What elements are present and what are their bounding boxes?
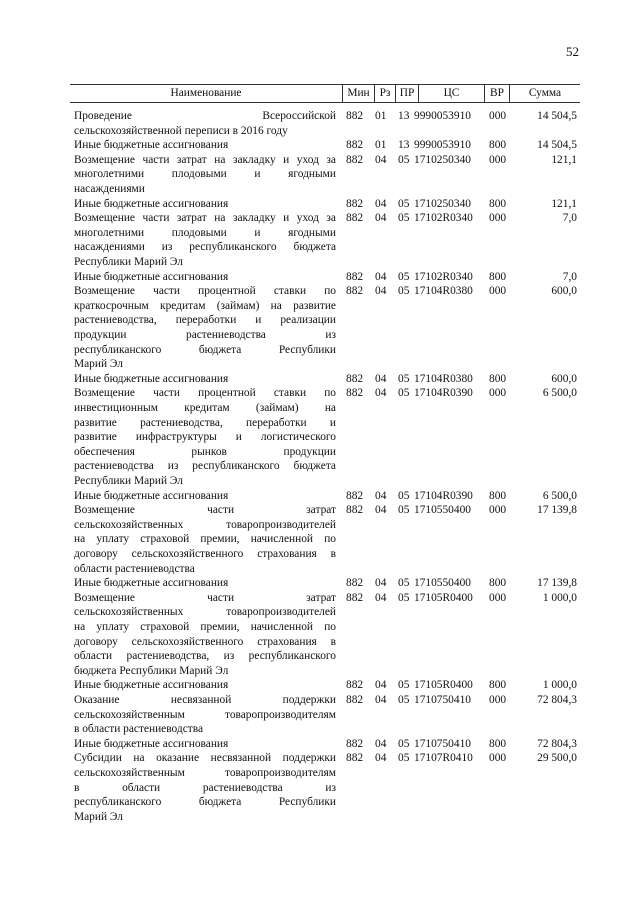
row-vr: 800 <box>489 577 507 590</box>
row-name-line: Возмещение части затрат на закладку и уход за <box>74 153 336 166</box>
header-cs: ЦС <box>418 85 484 102</box>
row-vr: 800 <box>489 139 507 152</box>
row-cs: 9990053910 <box>414 110 471 122</box>
row-rz: 04 <box>375 679 387 692</box>
row-name-line: области растениеводства <box>74 562 195 575</box>
row-sum: 7,0 <box>562 270 577 283</box>
row-sum: 17 139,8 <box>537 504 577 517</box>
row-rz: 04 <box>375 285 387 298</box>
table-row <box>0 751 640 824</box>
row-pr: 05 <box>398 591 410 604</box>
row-cs: 1710550400 <box>414 577 471 590</box>
row-name <box>74 751 336 824</box>
row-pr: 05 <box>398 372 410 385</box>
row-rz: 04 <box>375 737 387 750</box>
table-row <box>0 211 640 269</box>
row-name <box>74 197 336 212</box>
row-name <box>74 386 336 488</box>
row-vr: 000 <box>489 504 507 517</box>
row-cs: 17102R0340 <box>414 212 473 225</box>
row-cs: 17104R0390 <box>414 489 473 502</box>
row-vr: 000 <box>489 285 507 298</box>
row-rz: 04 <box>375 752 387 765</box>
row-name-line: продукции растениеводства из <box>74 328 336 341</box>
row-min: 882 <box>346 110 364 122</box>
row-sum: 7,0 <box>562 212 577 225</box>
row-name-line: Республики Марий Эл <box>74 255 183 268</box>
row-sum: 121,1 <box>551 153 577 166</box>
row-name <box>74 678 336 693</box>
row-name-line: Марий Эл <box>74 358 123 371</box>
row-name <box>74 138 336 153</box>
row-name-line: на уплату страховой премии, начисленной по <box>74 620 336 633</box>
row-cs: 17104R0380 <box>414 285 473 298</box>
row-name <box>74 576 336 591</box>
row-vr: 000 <box>489 110 507 122</box>
row-vr: 000 <box>489 752 507 765</box>
row-sum: 1 000,0 <box>542 679 577 692</box>
row-name-line: области растениеводства, из республиканского <box>74 650 336 663</box>
table-row <box>0 153 640 197</box>
row-cs: 17105R0400 <box>414 679 473 692</box>
row-name-line: Иные бюджетные ассигнования <box>74 372 229 385</box>
row-vr: 000 <box>489 591 507 604</box>
row-name-line: инвестиционным кредитам (займам) на <box>74 401 336 414</box>
table-row <box>0 284 640 372</box>
row-name-line: многолетними плодовыми и ягодными <box>74 168 336 181</box>
row-min: 882 <box>346 212 364 225</box>
row-name-line: Марий Эл <box>74 810 123 823</box>
row-name-line: Иные бюджетные ассигнования <box>74 679 229 692</box>
row-min: 882 <box>346 270 364 283</box>
table-row <box>0 270 640 285</box>
row-name-line: Республики Марий Эл <box>74 474 183 487</box>
row-name-line: Иные бюджетные ассигнования <box>74 489 229 502</box>
row-cs: 1710750410 <box>414 737 471 750</box>
row-rz: 04 <box>375 504 387 517</box>
row-min: 882 <box>346 504 364 517</box>
row-name-line: республиканского бюджета Республики <box>74 796 336 809</box>
row-vr: 800 <box>489 270 507 283</box>
table-row <box>0 138 640 153</box>
row-vr: 000 <box>489 153 507 166</box>
row-pr: 05 <box>398 153 410 166</box>
row-sum: 6 500,0 <box>542 489 577 502</box>
table-row <box>0 576 640 591</box>
header-sum: Сумма <box>509 85 580 102</box>
row-name-line: Возмещение части затрат на закладку и уход за <box>74 212 336 225</box>
row-name <box>74 591 336 679</box>
row-name <box>74 737 336 752</box>
row-name <box>74 211 336 269</box>
row-rz: 04 <box>375 372 387 385</box>
row-cs: 1710750410 <box>414 694 471 706</box>
row-rz: 01 <box>375 110 387 122</box>
row-min: 882 <box>346 139 364 152</box>
row-name <box>74 372 336 387</box>
row-sum: 14 504,5 <box>537 139 577 152</box>
row-pr: 13 <box>398 110 410 122</box>
row-min: 882 <box>346 737 364 750</box>
row-pr: 05 <box>398 694 410 706</box>
table-row <box>0 386 640 488</box>
row-name-line: сельскохозяйственным товаропроизводителям <box>74 766 336 779</box>
table-row <box>0 109 640 138</box>
row-name-line: Иные бюджетные ассигнования <box>74 197 229 210</box>
row-sum: 72 804,3 <box>537 737 577 750</box>
header-name: Наименование <box>170 87 242 99</box>
row-name-line: краткосрочным кредитам (займам) на развитие <box>74 299 336 312</box>
row-pr: 05 <box>398 504 410 517</box>
row-sum: 72 804,3 <box>537 694 577 706</box>
row-name-line: сельскохозяйственных товаропроизводителей <box>74 518 336 531</box>
row-cs: 17104R0390 <box>414 387 473 400</box>
row-vr: 800 <box>489 489 507 502</box>
row-name-line: обеспечения рынков продукции <box>74 445 336 458</box>
row-name-line: Иные бюджетные ассигнования <box>74 270 229 283</box>
row-min: 882 <box>346 372 364 385</box>
table-row <box>0 489 640 504</box>
row-cs: 17102R0340 <box>414 270 473 283</box>
row-vr: 000 <box>489 694 507 706</box>
row-min: 882 <box>346 694 364 706</box>
row-name-line: Проведение Всероссийской <box>74 110 336 122</box>
row-sum: 29 500,0 <box>537 752 577 765</box>
row-name-line: насаждениями <box>74 182 145 195</box>
row-cs: 17107R0410 <box>414 752 473 765</box>
header-min: Мин <box>342 85 374 102</box>
row-rz: 04 <box>375 197 387 210</box>
row-min: 882 <box>346 679 364 692</box>
row-name-line: Иные бюджетные ассигнования <box>74 577 229 590</box>
row-rz: 04 <box>375 591 387 604</box>
row-pr: 05 <box>398 489 410 502</box>
row-name-line: на уплату страховой премии, начисленной по <box>74 533 336 546</box>
row-name-line: насаждениями из республиканского бюджета <box>74 241 336 254</box>
row-name-line: республиканского бюджета Республики <box>74 343 336 356</box>
row-rz: 04 <box>375 153 387 166</box>
row-name <box>74 109 336 138</box>
table-row <box>0 678 640 693</box>
row-name-line: развитие растениеводства, переработки и <box>74 416 336 429</box>
row-name-line: Возмещение части процентной ставки по <box>74 285 336 298</box>
row-sum: 121,1 <box>551 197 577 210</box>
row-name-line: бюджета Республики Марий Эл <box>74 664 229 677</box>
row-rz: 01 <box>375 139 387 152</box>
row-name-line: Иные бюджетные ассигнования <box>74 139 229 152</box>
row-name-line: растениеводства, переработки и реализации <box>74 314 336 327</box>
row-pr: 05 <box>398 387 410 400</box>
header-vr: ВР <box>484 85 509 102</box>
row-name-line: в области растениеводства <box>74 723 204 736</box>
row-pr: 05 <box>398 752 410 765</box>
row-sum: 600,0 <box>551 285 577 298</box>
row-name-line: Субсидии на оказание несвязанной поддержки <box>74 752 336 765</box>
row-cs: 1710250340 <box>414 197 471 210</box>
row-min: 882 <box>346 153 364 166</box>
row-sum: 6 500,0 <box>542 387 577 400</box>
row-vr: 800 <box>489 679 507 692</box>
table-row <box>0 737 640 752</box>
row-sum: 14 504,5 <box>537 110 577 122</box>
table-row <box>0 693 640 737</box>
row-vr: 800 <box>489 372 507 385</box>
row-name-line: многолетними плодовыми и ягодными <box>74 226 336 239</box>
row-rz: 04 <box>375 489 387 502</box>
header-bottom-rule <box>70 102 580 103</box>
row-cs: 9990053910 <box>414 139 471 152</box>
row-min: 882 <box>346 489 364 502</box>
row-name <box>74 153 336 197</box>
row-name-line: Возмещение части затрат <box>74 504 336 517</box>
row-min: 882 <box>346 285 364 298</box>
row-pr: 13 <box>398 139 410 152</box>
row-min: 882 <box>346 387 364 400</box>
row-name-line: Оказание несвязанной поддержки <box>74 694 336 706</box>
row-sum: 1 000,0 <box>542 591 577 604</box>
row-rz: 04 <box>375 694 387 706</box>
row-pr: 05 <box>398 197 410 210</box>
row-pr: 05 <box>398 679 410 692</box>
row-sum: 17 139,8 <box>537 577 577 590</box>
header-rz: Рз <box>374 85 395 102</box>
row-name-line: сельскохозяйственных товаропроизводителей <box>74 606 336 619</box>
row-rz: 04 <box>375 270 387 283</box>
row-name-line: развитие инфраструктуры и логистического <box>74 431 336 444</box>
header-pr: ПР <box>395 85 418 102</box>
row-cs: 1710550400 <box>414 504 471 517</box>
row-name-line: Возмещение части процентной ставки по <box>74 387 336 400</box>
row-pr: 05 <box>398 285 410 298</box>
row-rz: 04 <box>375 212 387 225</box>
table-row <box>0 591 640 679</box>
row-name-line: растениеводства из республиканского бюджета <box>74 460 336 473</box>
row-pr: 05 <box>398 577 410 590</box>
row-cs: 17105R0400 <box>414 591 473 604</box>
row-name-line: сельскохозяйственным товаропроизводителям <box>74 708 336 721</box>
row-name-line: Возмещение части затрат <box>74 591 336 604</box>
row-name-line: договору сельскохозяйственного страхования в <box>74 547 336 560</box>
row-name <box>74 284 336 372</box>
row-name <box>74 270 336 285</box>
row-rz: 04 <box>375 577 387 590</box>
row-cs: 1710250340 <box>414 153 471 166</box>
row-vr: 000 <box>489 387 507 400</box>
row-cs: 17104R0380 <box>414 372 473 385</box>
row-name <box>74 489 336 504</box>
table-row <box>0 372 640 387</box>
row-vr: 800 <box>489 737 507 750</box>
row-min: 882 <box>346 197 364 210</box>
table-row <box>0 503 640 576</box>
row-pr: 05 <box>398 270 410 283</box>
row-min: 882 <box>346 577 364 590</box>
row-sum: 600,0 <box>551 372 577 385</box>
row-name-line: Иные бюджетные ассигнования <box>74 737 229 750</box>
row-name-line: сельскохозяйственной переписи в 2016 году <box>74 124 288 137</box>
row-vr: 800 <box>489 197 507 210</box>
row-name <box>74 503 336 576</box>
row-min: 882 <box>346 591 364 604</box>
row-vr: 000 <box>489 212 507 225</box>
row-pr: 05 <box>398 212 410 225</box>
row-rz: 04 <box>375 387 387 400</box>
page-number: 52 <box>566 44 579 59</box>
row-name-line: договору сельскохозяйственного страхования в <box>74 635 336 648</box>
row-min: 882 <box>346 752 364 765</box>
table-row <box>0 197 640 212</box>
row-name <box>74 693 336 737</box>
row-name-line: в области растениеводства из <box>74 781 336 794</box>
row-pr: 05 <box>398 737 410 750</box>
